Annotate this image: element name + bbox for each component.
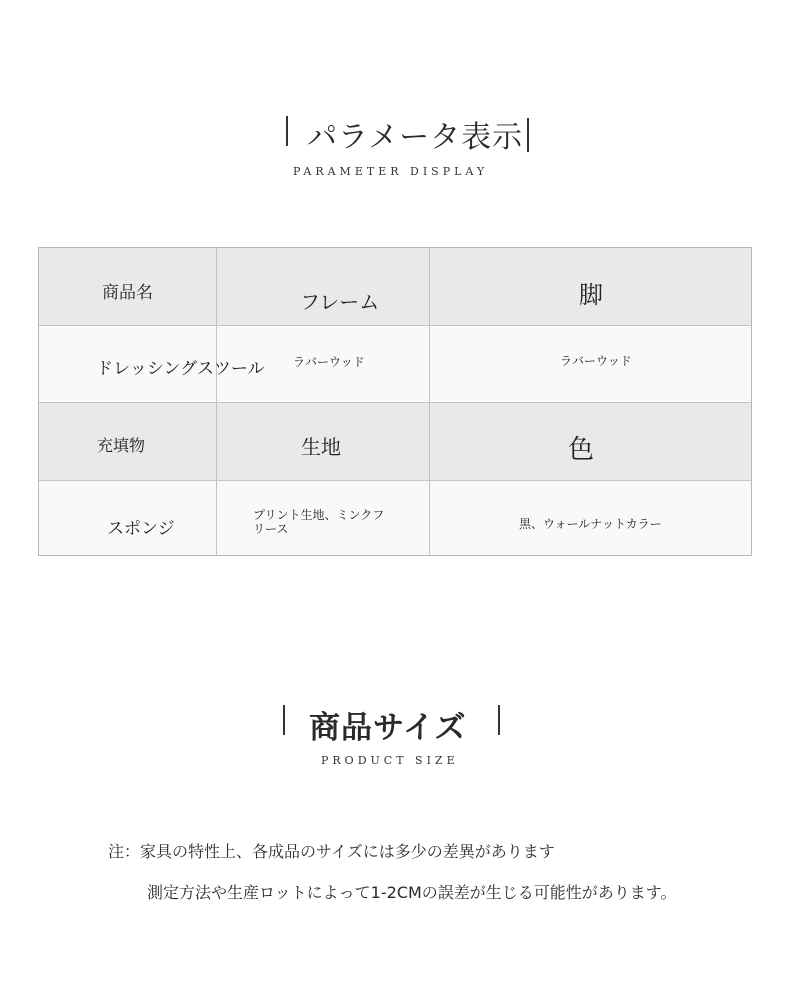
title-left-bar	[286, 116, 288, 146]
table-cell-filling-value: スポンジ	[107, 519, 175, 539]
title-right-bar	[498, 705, 500, 735]
table-column-divider	[429, 248, 430, 555]
table-row	[39, 402, 751, 480]
table-cell-frame-label: フレーム	[300, 290, 380, 314]
table-row	[39, 248, 751, 325]
table-cell-product-name-label: 商品名	[102, 283, 153, 303]
size-title: 商品サイズ	[309, 710, 467, 746]
table-cell-frame-value: ラバーウッド	[293, 355, 365, 369]
table-cell-fabric-value: プリント生地、ミンクフ	[253, 508, 385, 522]
table-cell-color-label: 色	[568, 435, 595, 465]
table-cell-fabric-value-cont: リース	[253, 522, 289, 536]
table-cell-fabric-label: 生地	[301, 435, 341, 459]
table-column-divider	[216, 248, 217, 555]
size-note-line-2: 測定方法や生産ロットによって1-2CMの誤差が生じる可能性があります。	[147, 883, 677, 902]
table-row	[39, 325, 751, 402]
title-right-bar	[527, 118, 529, 152]
table-cell-legs-label: 脚	[579, 281, 603, 309]
parameter-table	[38, 247, 752, 556]
table-cell-color-value: 黒、ウォールナットカラー	[519, 517, 662, 531]
size-subtitle: PRODUCT SIZE	[321, 754, 459, 767]
parameter-subtitle: PARAMETER DISPLAY	[293, 165, 489, 178]
table-row	[39, 480, 751, 555]
title-left-bar	[283, 705, 285, 735]
size-note-line-1: 注：家具の特性上、各成品のサイズには多少の差異があります	[108, 842, 555, 861]
parameter-title: パラメータ表示	[307, 120, 524, 155]
table-cell-product-name-value: ドレッシングスツール	[96, 359, 265, 379]
table-cell-legs-value: ラバーウッド	[560, 354, 632, 368]
table-cell-filling-label: 充填物	[97, 436, 146, 455]
